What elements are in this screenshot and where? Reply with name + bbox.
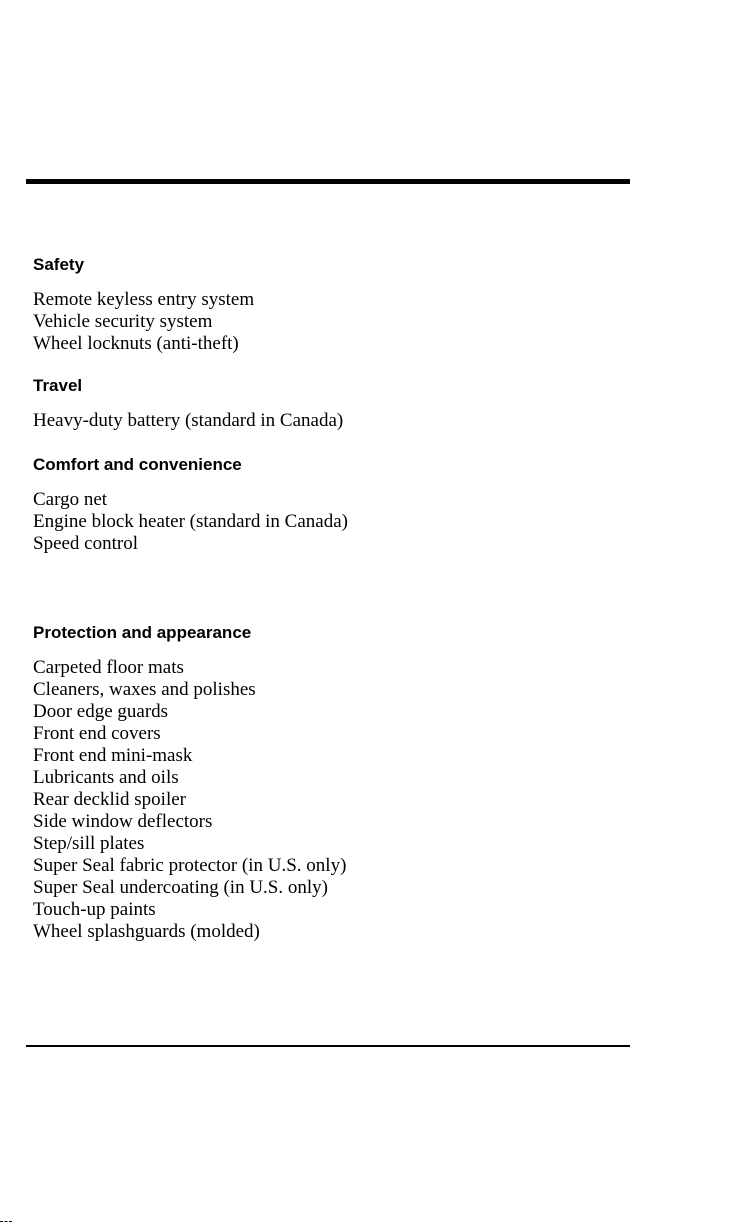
- list-item: Step/sill plates: [33, 833, 145, 854]
- list-item: Front end covers: [33, 723, 161, 744]
- list-item: Touch-up paints: [33, 899, 156, 920]
- section-travel: [33, 376, 343, 432]
- bottom-rule: [26, 1045, 630, 1047]
- section-safety: [33, 255, 254, 355]
- section-heading: Protection and appearance: [33, 623, 252, 642]
- list-item: Heavy-duty battery (standard in Canada): [33, 410, 344, 431]
- crop-mark: [0, 1221, 12, 1223]
- list-item: Wheel locknuts (anti-theft): [33, 333, 239, 354]
- list-item: Speed control: [33, 533, 139, 554]
- list-item: Remote keyless entry system: [33, 289, 255, 310]
- list-item: Cleaners, waxes and polishes: [33, 679, 256, 700]
- section-heading: Safety: [33, 255, 85, 274]
- list-item: Side window deflectors: [33, 811, 213, 832]
- section-protection-and-appearance: [33, 623, 346, 943]
- list-item: Lubricants and oils: [33, 767, 179, 788]
- list-item: Engine block heater (standard in Canada): [33, 511, 348, 532]
- item-list: [33, 410, 343, 432]
- list-item: Front end mini-mask: [33, 745, 193, 766]
- list-item: Super Seal undercoating (in U.S. only): [33, 877, 328, 898]
- item-list: [33, 289, 254, 355]
- section-comfort-and-convenience: [33, 455, 348, 555]
- list-item: Wheel splashguards (molded): [33, 921, 260, 942]
- list-item: Door edge guards: [33, 701, 169, 722]
- list-item: Cargo net: [33, 489, 108, 510]
- item-list: [33, 489, 348, 555]
- item-list: [33, 657, 346, 943]
- list-item: Vehicle security system: [33, 311, 213, 332]
- top-rule: [26, 179, 630, 184]
- section-heading: Comfort and convenience: [33, 455, 242, 474]
- list-item: Carpeted floor mats: [33, 657, 184, 678]
- list-item: Rear decklid spoiler: [33, 789, 187, 810]
- list-item: Super Seal fabric protector (in U.S. only): [33, 855, 347, 876]
- section-heading: Travel: [33, 376, 83, 395]
